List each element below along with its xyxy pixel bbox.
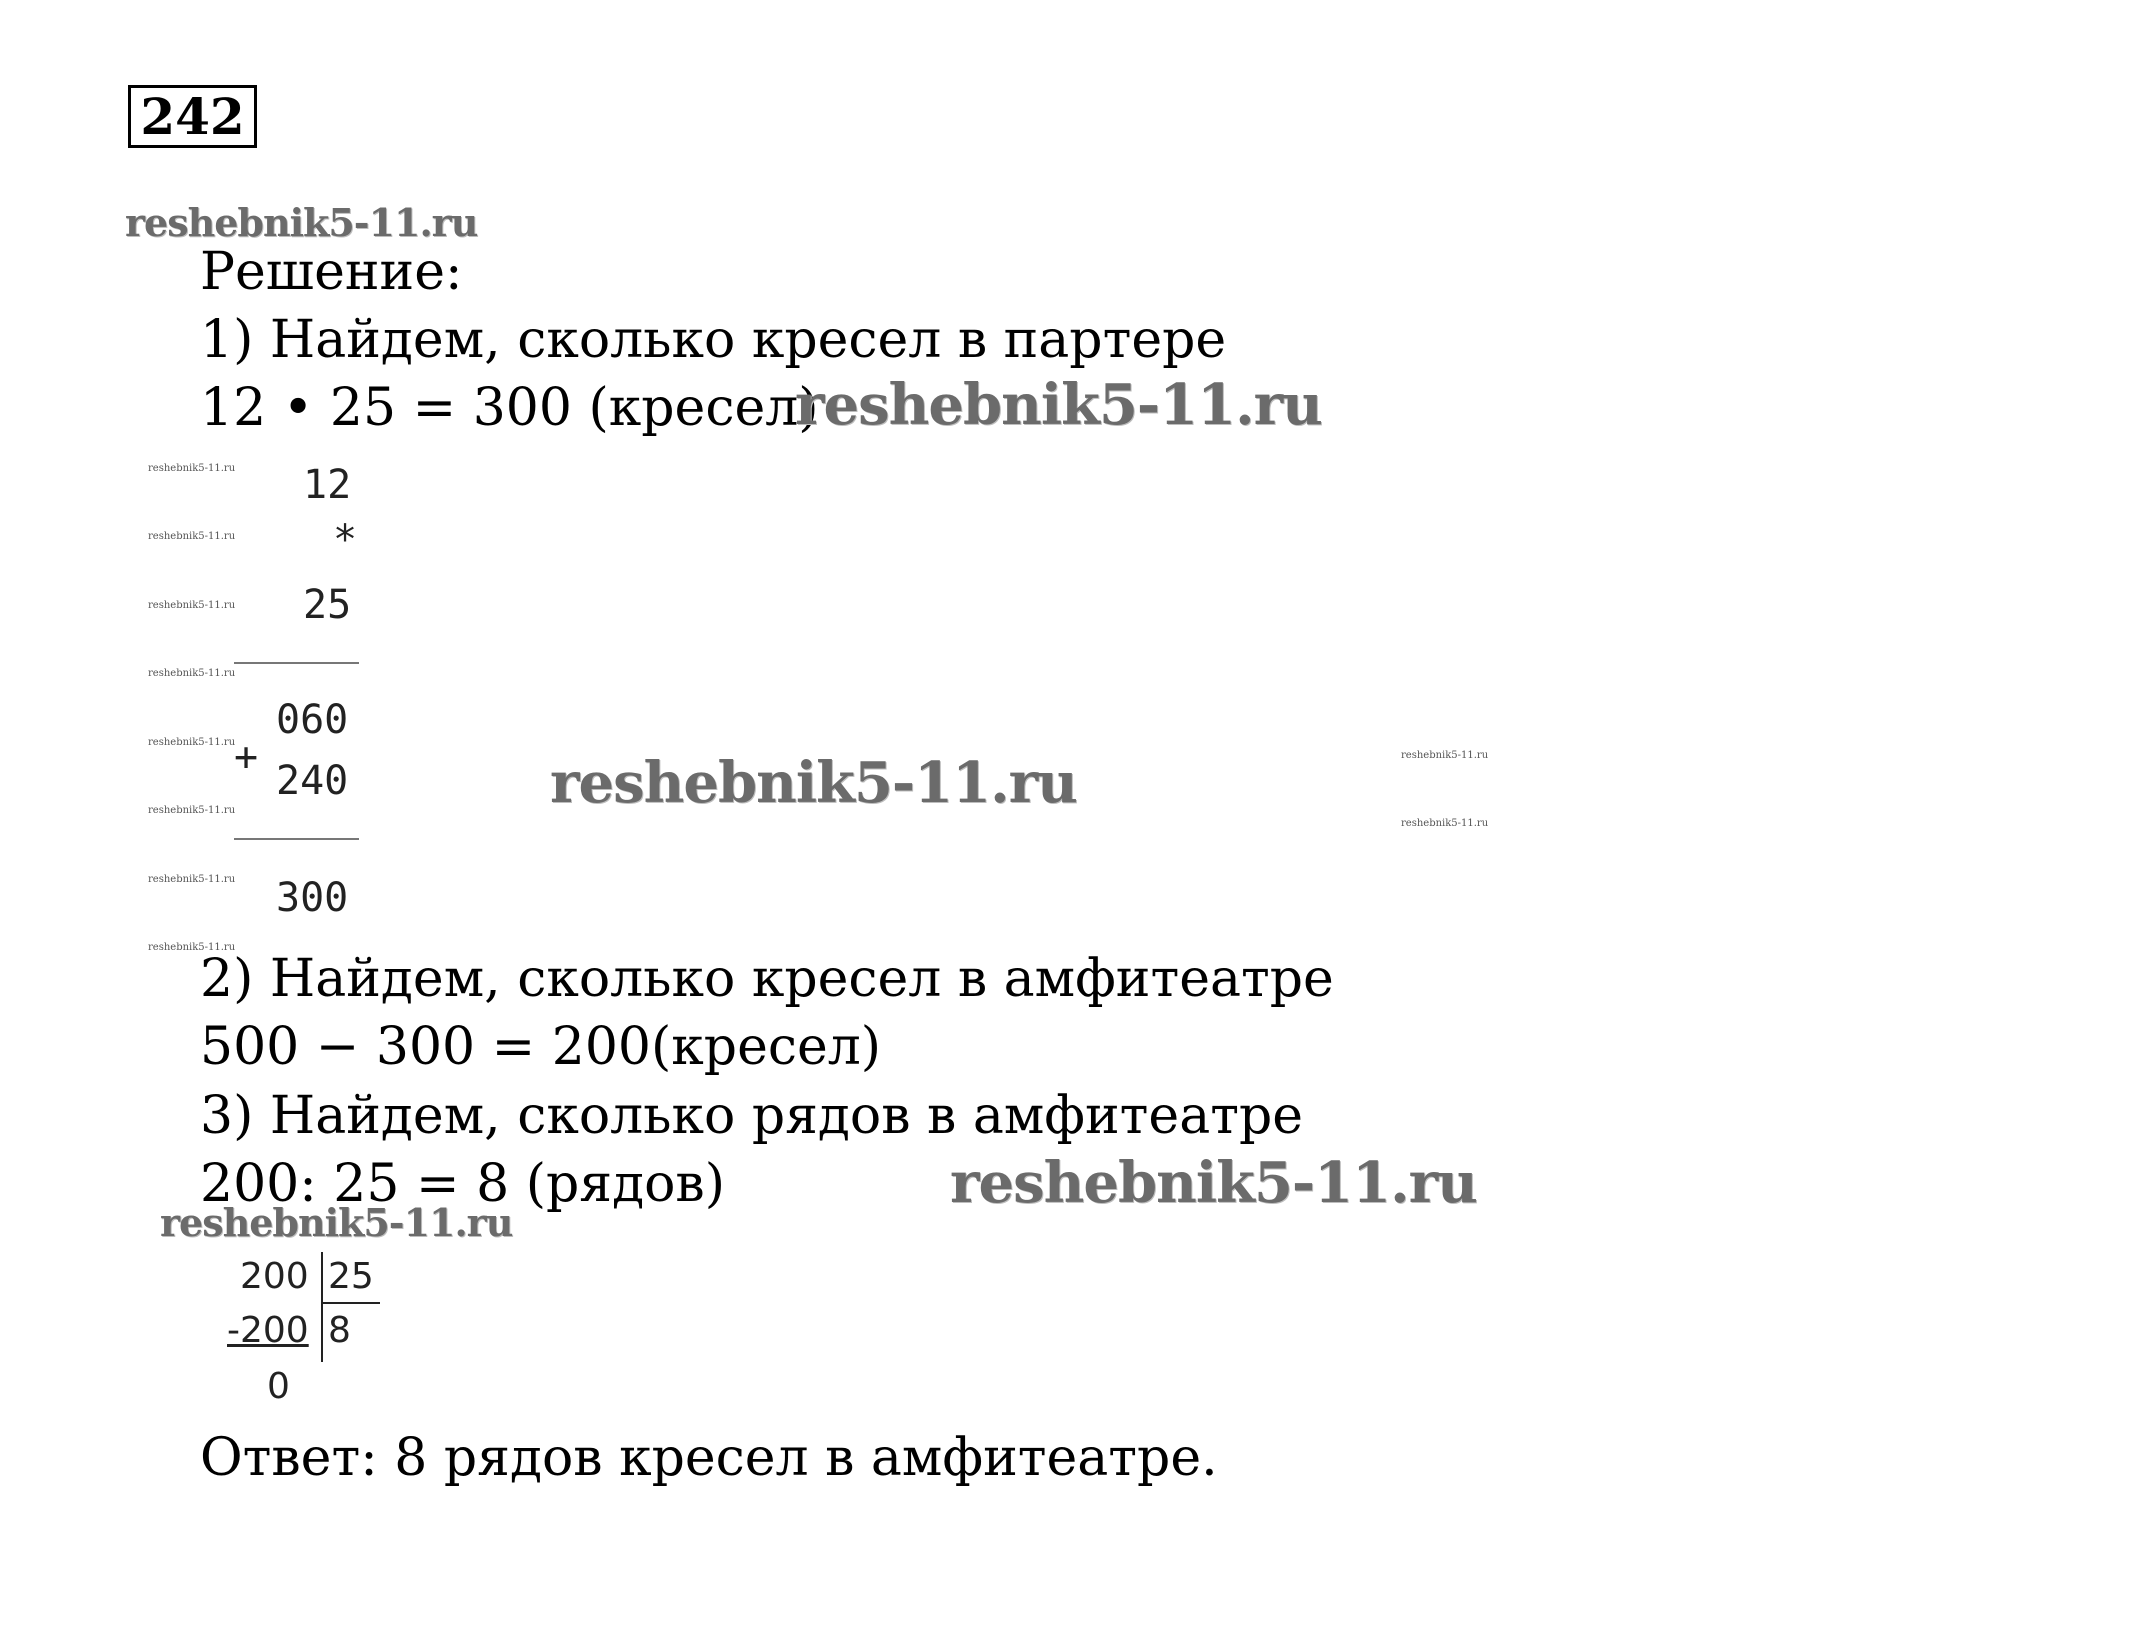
plus-sign: + bbox=[234, 734, 259, 780]
watermark: reshebnik5-11.ru bbox=[550, 750, 1077, 816]
step1-title: 1) Найдем, сколько кресел в партере bbox=[200, 310, 1227, 370]
partial-product-2: 240 bbox=[276, 758, 349, 804]
watermark: reshebnik5-11.ru bbox=[160, 1200, 513, 1245]
watermark-small: reshebnik5-11.ru bbox=[148, 600, 236, 611]
watermark: reshebnik5-11.ru bbox=[125, 200, 478, 245]
watermark-small: reshebnik5-11.ru bbox=[148, 874, 236, 885]
rule-line bbox=[234, 662, 359, 664]
step2-title: 2) Найдем, сколько кресел в амфитеатре bbox=[200, 949, 1334, 1009]
remainder: 0 bbox=[267, 1366, 290, 1407]
multiplicand: 12 bbox=[303, 462, 352, 508]
watermark-small: reshebnik5-11.ru bbox=[148, 531, 236, 542]
watermark-small: reshebnik5-11.ru bbox=[148, 737, 236, 748]
partial-product-1: 060 bbox=[276, 697, 349, 743]
product-result: 300 bbox=[276, 875, 349, 921]
step1-equation: 12 • 25 = 300 (кресел) bbox=[200, 378, 819, 438]
answer: Ответ: 8 рядов кресел в амфитеатре. bbox=[200, 1428, 1218, 1488]
watermark-small: reshebnik5-11.ru bbox=[148, 805, 236, 816]
watermark: reshebnik5-11.ru bbox=[950, 1150, 1477, 1216]
quotient: 8 bbox=[328, 1310, 351, 1351]
step3-title: 3) Найдем, сколько рядов в амфитеатре bbox=[200, 1086, 1304, 1146]
multiplication-operator: * bbox=[333, 517, 358, 563]
dividend: 200 bbox=[240, 1256, 309, 1297]
watermark-small: reshebnik5-11.ru bbox=[148, 463, 236, 474]
multiplier: 25 bbox=[303, 582, 352, 628]
watermark-small: reshebnik5-11.ru bbox=[148, 668, 236, 679]
watermark: reshebnik5-11.ru bbox=[795, 372, 1322, 438]
subtracted-value: -200 bbox=[227, 1310, 309, 1351]
watermark-small: reshebnik5-11.ru bbox=[1401, 750, 1489, 761]
solution-heading: Решение: bbox=[200, 242, 463, 302]
rule-line bbox=[234, 838, 359, 840]
task-number: 242 bbox=[128, 85, 257, 148]
divisor-underline bbox=[322, 1302, 380, 1304]
watermark-small: reshebnik5-11.ru bbox=[1401, 818, 1489, 829]
step3-equation: 200: 25 = 8 (рядов) bbox=[200, 1154, 725, 1214]
divisor: 25 bbox=[328, 1256, 374, 1297]
division-bar bbox=[321, 1252, 323, 1362]
watermark-small: reshebnik5-11.ru bbox=[148, 942, 236, 953]
step2-equation: 500 − 300 = 200(кресел) bbox=[200, 1017, 882, 1077]
